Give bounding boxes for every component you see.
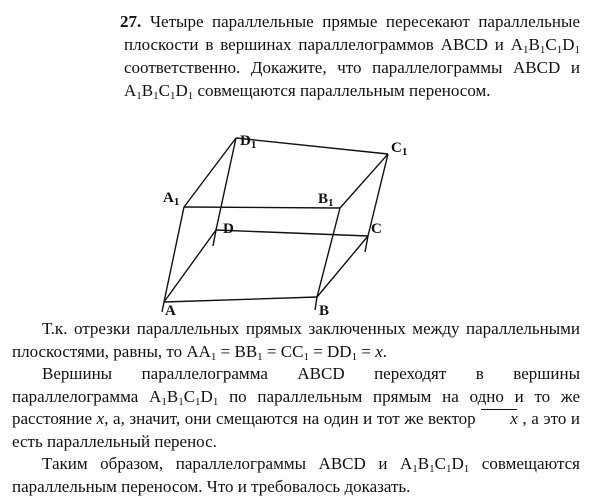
label-c: C [371, 221, 382, 237]
solution-text: . [382, 341, 387, 361]
problem-text-part: Четыре параллельные прямые пересекают параллельные плоскости в вершинах параллелограммов ABCD и A [124, 12, 580, 54]
subscript: 1 [153, 90, 159, 102]
subscript: 1 [257, 350, 263, 363]
subscript: 1 [303, 350, 309, 363]
solution-text: = DD [308, 341, 352, 361]
solution-text: совмещаются параллельным переносом. Что и требовалось доказать. [12, 454, 581, 496]
solution-text: = BB [216, 341, 258, 361]
problem-text-part: соответственно. Докажите, что параллелограммы ABCD и A [124, 58, 580, 100]
problem-text-part: D [562, 35, 575, 54]
subscript: 1 [539, 44, 546, 56]
solution-text: , а, значит, они смещаются на один и тот же вектор [104, 409, 481, 428]
extension-a [162, 302, 164, 312]
solution-text: = CC [262, 341, 304, 361]
label-a: A [165, 303, 176, 319]
solution-paragraph-1 [12, 318, 580, 363]
subscript: 1 [161, 395, 167, 408]
subscript: 1 [412, 463, 418, 475]
subscript: 1 [351, 350, 358, 363]
variable-x: x [375, 341, 383, 361]
subscript: 1 [187, 90, 194, 102]
label-c1: $C_1$ [391, 140, 408, 158]
subscript: 1 [574, 44, 580, 56]
solution-text: = [357, 341, 376, 361]
problem-text-part: C [545, 35, 557, 54]
solution [12, 318, 580, 498]
label-d: D [223, 221, 234, 237]
subscript: 1 [463, 463, 470, 475]
subscript: 1 [212, 395, 219, 408]
solution-text: , а это и есть параллельный перенос. [12, 409, 580, 451]
vector-x: x [480, 408, 518, 431]
edge-c1-d1 [236, 138, 388, 154]
parallelepiped-figure [150, 122, 450, 322]
solution-text: C [183, 386, 196, 406]
label-b: B [319, 303, 330, 319]
subscript: 1 [523, 44, 529, 56]
label-b1: $B_1$ [318, 191, 334, 209]
solution-paragraph-2 [12, 363, 580, 453]
solution-text: C [434, 454, 446, 473]
subscript: 1 [195, 395, 201, 408]
solution-text: D [200, 386, 213, 406]
subscript: 1 [169, 90, 176, 102]
problem-text-part: B [528, 35, 540, 54]
edge-a-b [164, 297, 317, 302]
subscript: 1 [429, 463, 435, 475]
problem-text-part: совмещаются параллельным переносом. [193, 81, 491, 100]
problem-text-part: C [158, 81, 170, 100]
variable-x: x [96, 409, 105, 428]
label-d1: $D_1$ [240, 133, 257, 151]
subscript: 1 [210, 350, 217, 363]
subscript: 1 [556, 44, 563, 56]
solution-text: Т.к. отрезки параллельных прямых заключенных между параллельными плоскостями, равны, то AA [12, 319, 580, 361]
solution-text: B [417, 454, 430, 473]
extension-b [315, 297, 317, 310]
problem-text [124, 10, 580, 102]
subscript: 1 [445, 463, 452, 475]
subscript: 1 [136, 90, 142, 102]
solution-text: Таким образом, параллелограммы ABCD и A [42, 454, 413, 473]
edge-c-d [216, 230, 368, 236]
solution-paragraph-3 [12, 453, 580, 498]
label-a1: $A_1$ [163, 190, 180, 208]
problem-text-part: B [141, 81, 154, 100]
problem-text-part: D [175, 81, 188, 100]
solution-text: D [451, 454, 464, 473]
solution-text: по параллельным прямым на одно и то же расстояние [12, 386, 580, 428]
problem-statement [120, 10, 580, 102]
subscript: 1 [178, 395, 184, 408]
edge-a1-b1 [184, 207, 340, 208]
problem-number: 27. [120, 12, 142, 31]
solution-text: B [166, 386, 179, 406]
solution-text: Вершины параллелограмма ABCD переходят в вершины параллелограмма A [12, 364, 580, 406]
figure-svg [150, 122, 450, 322]
